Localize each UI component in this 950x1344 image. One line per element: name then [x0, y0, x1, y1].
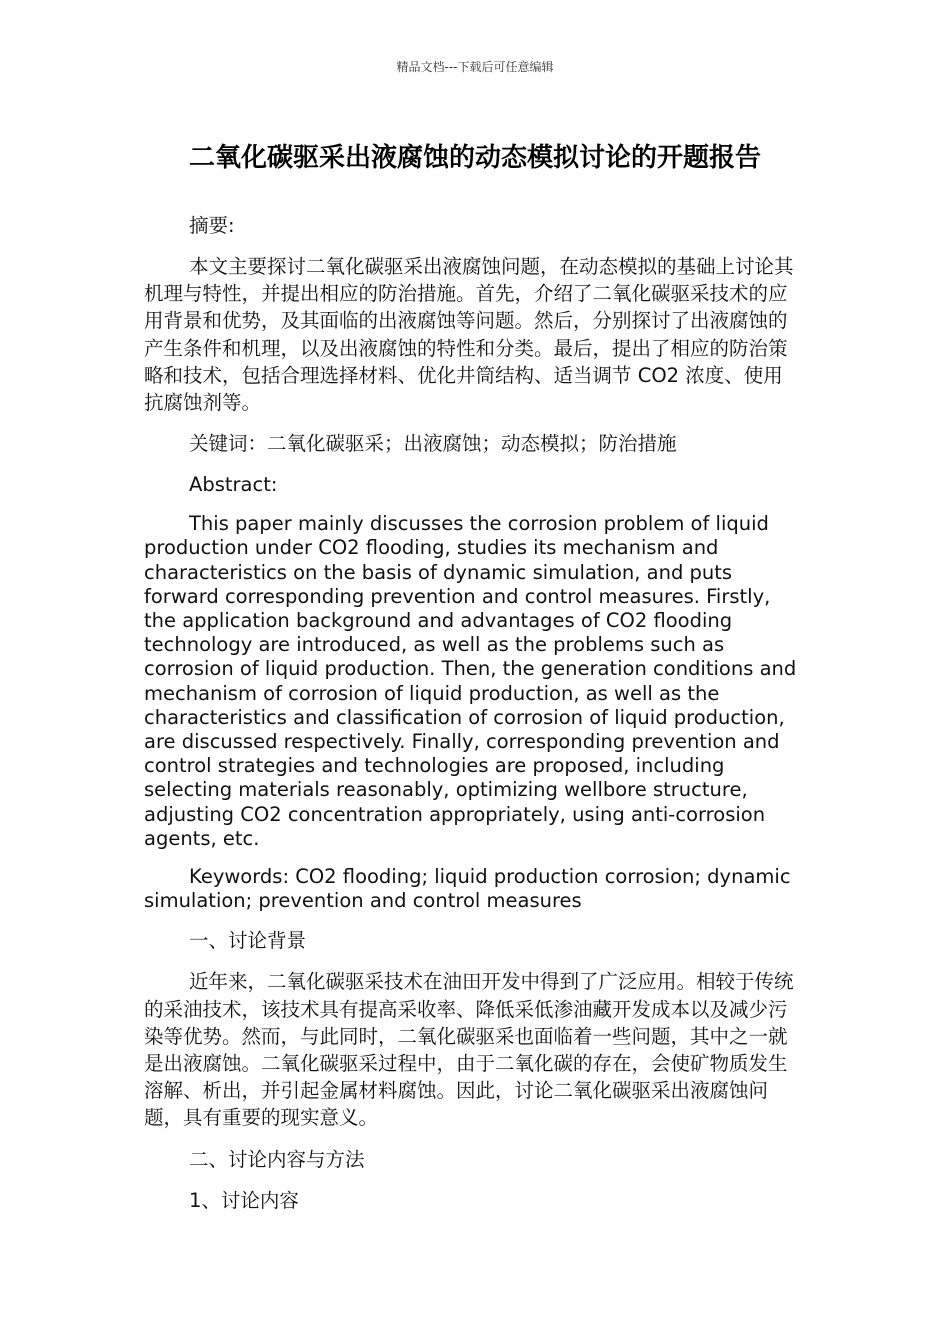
subsection-heading-content: 1、讨论内容	[189, 1188, 299, 1212]
abstract-cn-paragraph: 本文主要探讨二氧化碳驱采出液腐蚀问题，在动态模拟的基础上讨论其机理与特性，并提出相应的防治措施。首先，介绍了二氧化碳驱采技术的应用背景和优势，及其面临的出液腐蚀等问题。然后，分别探讨了出液腐蚀的产生条件和机理，以及出液腐蚀的特性和分类。最后，提出了相应的防治策略和技术，包括合理选择材料、优化井筒结构、适当调节 CO2 浓度、使用抗腐蚀剂等。	[144, 255, 794, 415]
abstract-cn-label: 摘要:	[189, 214, 235, 237]
document-title: 二氧化碳驱采出液腐蚀的动态模拟讨论的开题报告	[188, 143, 761, 173]
section-background-paragraph: 近年来，二氧化碳驱采技术在油田开发中得到了广泛应用。相较于传统的采油技术，该技术具有提高采收率、降低采低渗油藏开发成本以及减少污染等优势。然而，与此同时，二氧化碳驱采也面临着一些问题，其中之一就是出液腐蚀。二氧化碳驱采过程中，由于二氧化碳的存在，会使矿物质发生溶解、析出，并引起金属材料腐蚀。因此，讨论二氧化碳驱采出液腐蚀问题，具有重要的现实意义。	[144, 970, 794, 1130]
document-body	[144, 212, 802, 1228]
header-note: 精品文档---下载后可任意编辑	[396, 60, 554, 74]
keywords-cn: 关键词：二氧化碳驱采；出液腐蚀；动态模拟；防治措施	[189, 432, 677, 456]
abstract-en-label: Abstract:	[189, 473, 278, 497]
section-heading-content-method: 二、讨论内容与方法	[189, 1147, 365, 1171]
keywords-en: Keywords: CO2 flooding; liquid production corrosion; dynamic simulation; prevention and control measures	[144, 865, 791, 913]
section-heading-background: 一、讨论背景	[189, 929, 307, 953]
abstract-en-paragraph: This paper mainly discusses the corrosion problem of liquid production under CO2 flooding, studies its mechanism and characteristics on the basis of dynamic simulation, and puts forward corresponding prevention and control measures. Firstly, the application background and advantages of CO2 flooding technology are introduced, as well as the problems such as corrosion of liquid production. Then, the generation conditions and mechanism of corrosion of liquid production, as well as the characteristics and classification of corrosion of liquid production, are discussed respectively. Finally, corresponding prevention and control strategies and technologies are proposed, including selecting materials reasonably, optimizing wellbore structure, adjusting CO2 concentration appropriately, using anti-corrosion agents, etc.	[144, 512, 797, 850]
